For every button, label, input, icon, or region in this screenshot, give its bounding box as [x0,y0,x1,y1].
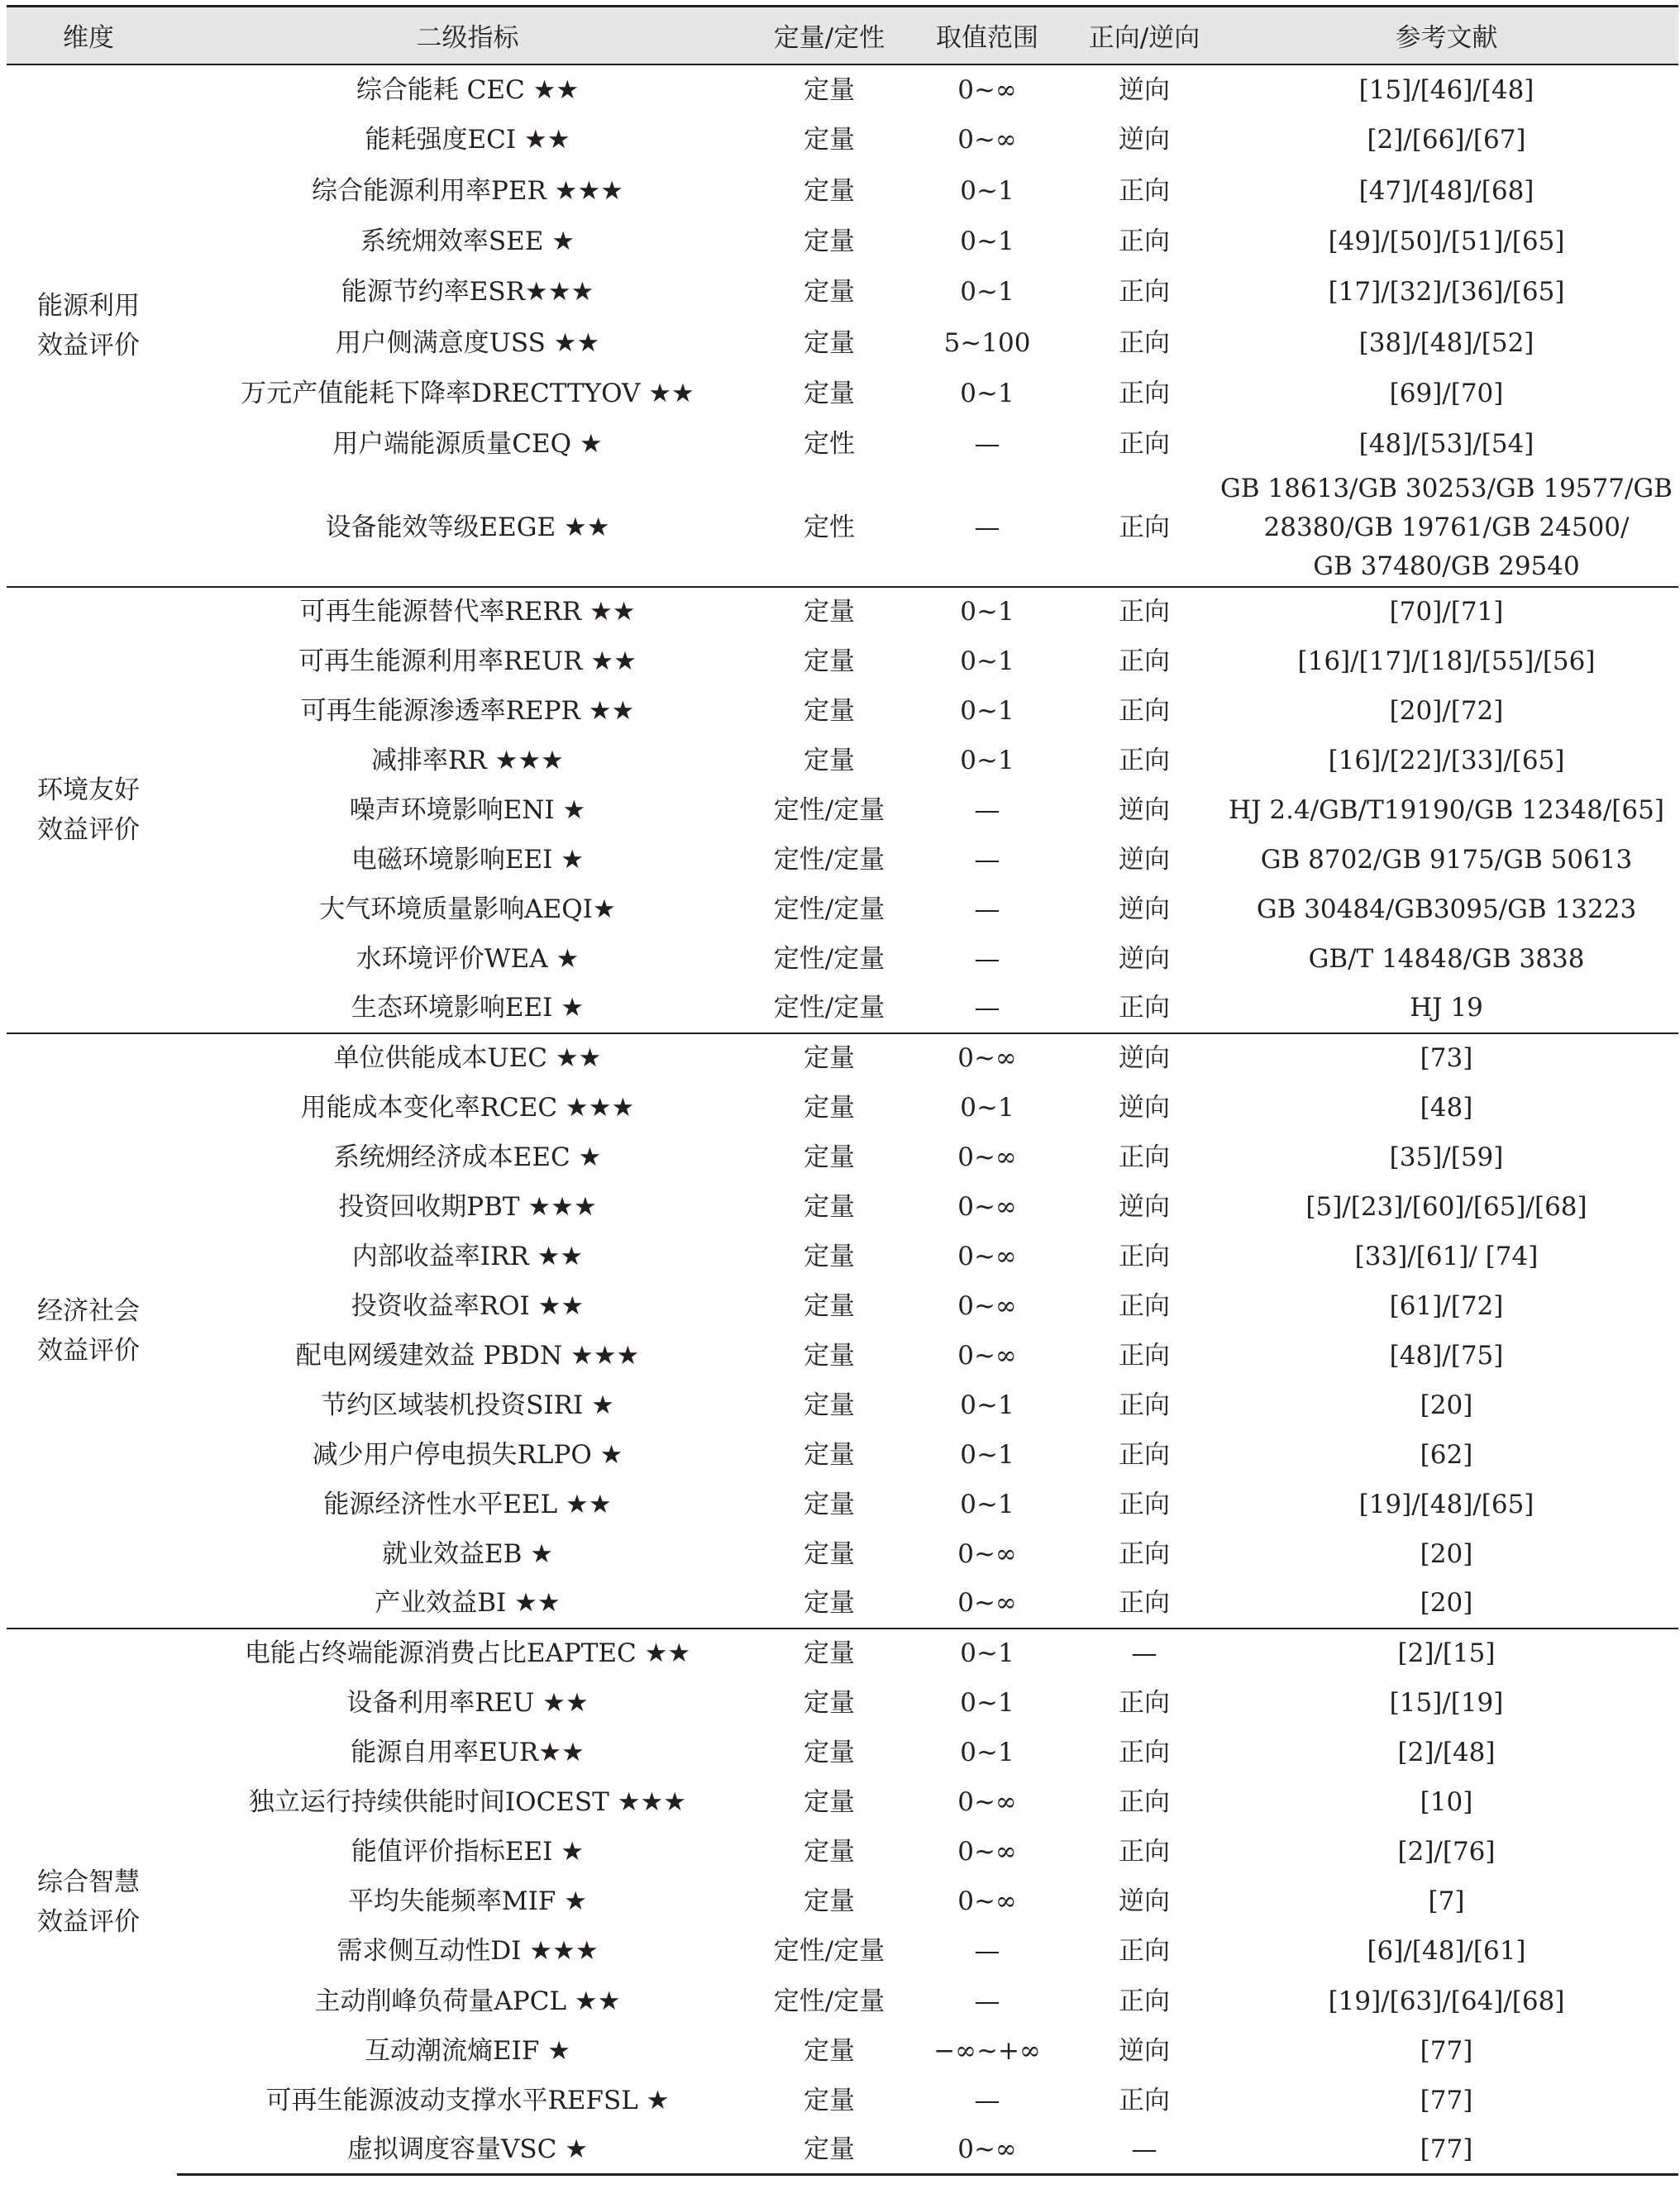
range-cell: 0~∞ [957,1588,1017,1619]
indicator-cell: 设备利用率REU ★★ [346,1688,589,1719]
table-row [7,1083,1678,1133]
table-row [7,785,1678,835]
table-header [7,7,1678,64]
table-row [7,1678,1678,1728]
references-cell: [48]/[53]/[54] [1358,429,1534,460]
range-cell: 0~1 [960,695,1014,726]
direction-cell: 正向 [1119,1588,1170,1619]
direction-cell: 正向 [1119,1489,1170,1519]
type-cell: 定量 [758,1033,900,1083]
type-cell: 定量 [758,64,900,115]
direction-cell: 正向 [1119,1936,1170,1967]
references-cell: HJ 2.4/GB/T19190/GB 12348/[65] [1229,794,1664,825]
references-cell [1215,470,1678,587]
direction-cell: 逆向 [1119,1886,1170,1917]
indicator-cell: 独立运行持续供能时间IOCEST ★★★ [248,1787,687,1818]
dimension-label-line: 环境友好 [37,775,140,805]
references-cell: [2]/[76] [1397,1837,1496,1867]
type-cell: 定性/定量 [773,844,885,875]
direction-cell: 正向 [1119,993,1170,1023]
references-cell: [19]/[63]/[64]/[68] [1328,1986,1565,2016]
range-cell: 0~1 [960,1439,1014,1470]
type-cell: 定量 [804,1092,855,1123]
dimension-cell [7,587,177,1033]
type-cell: 定量 [804,1290,855,1321]
dimension-cell [7,64,177,587]
indicator-cell: 生态环境影响EEI ★ [351,993,585,1023]
type-cell: 定量 [804,227,855,257]
table-row [7,115,1678,165]
range-cell: 0~1 [960,1688,1014,1719]
table-row [7,165,1678,216]
references-cell: GB 30484/GB3095/GB 13223 [1256,894,1637,924]
direction-cell: 逆向 [1074,1033,1215,1083]
range-cell: 0~1 [960,378,1014,408]
type-cell: 定性/定量 [773,1936,885,1967]
direction-cell: 正向 [1119,378,1170,408]
table-row [7,2125,1678,2175]
type-cell: 定性/定量 [773,894,885,924]
range-cell: 0~1 [960,175,1014,206]
direction-cell: 逆向 [1119,894,1170,924]
range-cell: 0~∞ [957,1340,1017,1371]
references-cell: [62] [1420,1439,1473,1470]
range-cell: 0~∞ [900,64,1074,115]
range-cell: — [974,513,1000,543]
direction-cell: 正向 [1119,2085,1170,2115]
indicator-cell: 互动潮流熵EIF ★ [364,2035,571,2066]
range-cell: 0~∞ [957,1241,1017,1271]
references-cell: [2]/[15] [1215,1629,1678,1678]
type-cell: 定量 [804,1837,855,1867]
direction-cell: 正向 [1119,1340,1170,1371]
range-cell: 5~100 [943,327,1031,358]
indicator-cell: 可再生能源波动支撑水平REFSL ★ [265,2085,670,2115]
indicator-cell: 产业效益BI ★★ [375,1588,561,1619]
references-cell: [15]/[19] [1389,1688,1504,1719]
range-cell: 0~∞ [957,1191,1017,1222]
indicator-cell: 配电网缓建效益 PBDN ★★★ [295,1340,640,1371]
table-row [7,1728,1678,1777]
indicator-cell: 电能占终端能源消费占比EAPTEC ★★ [177,1629,758,1678]
direction-cell: 正向 [1119,1241,1170,1271]
references-line: GB 18613/GB 30253/GB 19577/GB [1220,473,1673,503]
type-cell: 定量 [804,745,855,775]
direction-cell: 正向 [1119,1688,1170,1719]
direction-cell: 逆向 [1119,844,1170,875]
dimension-label-line: 效益评价 [37,330,140,360]
type-cell: 定量 [804,695,855,726]
dimension-label-line: 效益评价 [37,814,140,845]
indicator-cell: 单位供能成本UEC ★★ [177,1033,758,1083]
indicator-cell: 设备能效等级EEGE ★★ [325,513,610,543]
type-cell: 定量 [804,1340,855,1371]
direction-cell: 正向 [1119,175,1170,206]
range-cell: 0~∞ [957,1142,1017,1172]
table-row [7,1381,1678,1430]
table-row [7,885,1678,934]
type-cell: 定量 [804,2035,855,2066]
type-cell: 定量 [804,277,855,308]
indicator-cell: 用户端能源质量CEQ ★ [332,429,603,460]
range-cell: — [974,943,1000,974]
range-cell: 0~∞ [957,1837,1017,1867]
references-cell: [61]/[72] [1389,1290,1504,1321]
references-cell: [69]/[70] [1389,378,1504,408]
table-row [7,934,1678,984]
references-cell: [77] [1420,2035,1473,2066]
range-cell: 0~∞ [957,125,1017,155]
type-cell: 定量 [804,1688,855,1719]
range-cell: — [974,794,1000,825]
table-row [7,1430,1678,1480]
direction-cell: 正向 [1119,1837,1170,1867]
type-cell: 定量 [758,2125,900,2175]
table-body [7,64,1678,2175]
direction-cell: — [1074,1629,1215,1678]
type-cell: 定量 [758,587,900,637]
table-row [7,1480,1678,1529]
references-cell: [6]/[48]/[61] [1367,1936,1526,1967]
indicator-table [7,5,1678,2176]
direction-cell: 正向 [1119,745,1170,775]
references-cell: [2]/[48] [1397,1738,1496,1768]
range-cell: — [974,2085,1000,2115]
indicator-cell: 投资收益率ROI ★★ [351,1290,585,1321]
references-cell: GB 8702/GB 9175/GB 50613 [1260,844,1633,875]
references-cell: [10] [1420,1787,1473,1818]
table-row [7,1827,1678,1877]
direction-cell: 正向 [1119,1538,1170,1569]
dimension-label-line: 能源利用 [37,290,140,321]
header-direction: 正向/逆向 [1074,7,1215,64]
indicator-cell: 可再生能源渗透率REPR ★★ [300,695,635,726]
table-row [7,1182,1678,1232]
references-cell: GB/T 14848/GB 3838 [1308,943,1585,974]
indicator-cell: 水环境评价WEA ★ [356,943,580,974]
references-cell: [20]/[72] [1389,695,1504,726]
references-cell: [77] [1215,2125,1678,2175]
direction-cell: 逆向 [1074,64,1215,115]
type-cell: 定量 [804,2085,855,2115]
references-cell: [19]/[48]/[65] [1358,1489,1534,1519]
table-row [7,1926,1678,1976]
range-cell: −∞~+∞ [933,2035,1041,2066]
references-cell: [15]/[46]/[48] [1215,64,1678,115]
table-row [7,317,1678,368]
table-row [7,1133,1678,1182]
references-cell: [2]/[66]/[67] [1367,125,1526,155]
range-cell: 0~1 [960,1738,1014,1768]
direction-cell: 正向 [1119,227,1170,257]
range-cell: 0~1 [900,1629,1074,1678]
table-row [7,1977,1678,2026]
references-cell: [35]/[59] [1389,1142,1504,1172]
indicator-cell: 系统㶲经济成本EEC ★ [333,1142,602,1172]
references-line: 28380/GB 19761/GB 24500/ [1263,512,1630,542]
direction-cell: 逆向 [1119,794,1170,825]
table-row [7,1529,1678,1579]
header-indicator: 二级指标 [177,7,758,64]
references-cell: [70]/[71] [1215,587,1678,637]
table-row [7,368,1678,418]
direction-cell: 正向 [1119,1390,1170,1420]
references-cell: [17]/[32]/[36]/[65] [1328,277,1565,308]
indicator-cell: 可再生能源替代率RERR ★★ [177,587,758,637]
references-cell: [47]/[48]/[68] [1358,175,1534,206]
references-cell: [20] [1420,1588,1473,1619]
range-cell: — [974,429,1000,460]
range-cell: 0~∞ [957,1538,1017,1569]
table-row [7,1033,1678,1083]
dimension-label-line: 经济社会 [37,1295,140,1326]
header-dimension: 维度 [7,7,177,64]
indicator-cell: 减少用户停电损失RLPO ★ [312,1439,623,1470]
dimension-label-line: 效益评价 [37,1335,140,1366]
range-cell: 0~1 [960,745,1014,775]
range-cell: 0~∞ [900,2125,1074,2175]
direction-cell: 正向 [1119,429,1170,460]
header-row [7,7,1678,64]
table-row [7,1877,1678,1926]
indicator-cell: 节约区域装机投资SIRI ★ [321,1390,614,1420]
range-cell: — [974,993,1000,1023]
indicator-cell: 万元产值能耗下降率DRECTTYOV ★★ [241,378,694,408]
direction-cell: 逆向 [1119,1191,1170,1222]
indicator-cell: 能源自用率EUR★★ [351,1738,585,1768]
direction-cell: 正向 [1119,646,1170,676]
type-cell: 定性/定量 [773,943,885,974]
type-cell: 定性/定量 [773,1986,885,2016]
dimension-cell [7,1629,177,2175]
table-row [7,686,1678,736]
references-cell: [20] [1420,1538,1473,1569]
indicator-cell: 噪声环境影响ENI ★ [349,794,586,825]
range-cell: 0~1 [960,227,1014,257]
range-cell: 0~1 [900,587,1074,637]
range-cell: 0~∞ [957,1886,1017,1917]
indicator-cell: 综合能耗 CEC ★★ [177,64,758,115]
type-cell: 定量 [804,1538,855,1569]
table-row [7,267,1678,317]
table-row [7,216,1678,266]
indicator-cell: 投资回收期PBT ★★★ [338,1191,597,1222]
table-row [7,637,1678,686]
indicator-cell: 能源经济性水平EEL ★★ [323,1489,612,1519]
type-cell: 定量 [804,1886,855,1917]
dimension-cell [7,1033,177,1629]
table-row [7,984,1678,1033]
type-cell: 定性 [804,513,855,543]
indicator-cell: 用能成本变化率RCEC ★★★ [300,1092,635,1123]
references-cell: [48]/[75] [1389,1340,1504,1371]
references-line: GB 37480/GB 29540 [1313,551,1580,581]
direction-cell: — [1074,2125,1215,2175]
dimension-label-line: 效益评价 [37,1906,140,1937]
indicator-cell: 内部收益率IRR ★★ [351,1241,584,1271]
references-cell: [16]/[17]/[18]/[55]/[56] [1297,646,1596,676]
header-type: 定量/定性 [758,7,900,64]
table-row [7,1579,1678,1629]
indicator-cell: 系统㶲效率SEE ★ [360,227,575,257]
direction-cell: 正向 [1119,513,1170,543]
table-row [7,419,1678,470]
indicator-cell: 能值评价指标EEI ★ [351,1837,585,1867]
table-row [7,470,1678,587]
type-cell: 定量 [804,1390,855,1420]
references-cell: [5]/[23]/[60]/[65]/[68] [1305,1191,1587,1222]
indicator-cell: 可再生能源利用率REUR ★★ [298,646,637,676]
table-row [7,2026,1678,2076]
header-range: 取值范围 [900,7,1074,64]
range-cell: — [974,1986,1000,2016]
indicator-cell: 电磁环境影响EEI ★ [351,844,585,875]
table-row [7,1232,1678,1281]
table-row [7,2076,1678,2125]
type-cell: 定量 [804,1439,855,1470]
references-cell: [48] [1420,1092,1473,1123]
direction-cell: 正向 [1119,695,1170,726]
range-cell: 0~1 [960,277,1014,308]
direction-cell: 逆向 [1119,125,1170,155]
header-references: 参考文献 [1215,7,1678,64]
table-row [7,1281,1678,1331]
type-cell: 定量 [804,1241,855,1271]
references-cell: [33]/[61]/ [74] [1354,1241,1539,1271]
type-cell: 定量 [804,378,855,408]
type-cell: 定量 [804,1142,855,1172]
table-row [7,1629,1678,1678]
type-cell: 定量 [804,1787,855,1818]
type-cell: 定量 [804,1588,855,1619]
direction-cell: 逆向 [1119,943,1170,974]
indicator-cell: 减排率RR ★★★ [371,745,564,775]
direction-cell: 正向 [1119,1787,1170,1818]
table-row [7,835,1678,885]
type-cell: 定量 [804,1738,855,1768]
table-row [7,1331,1678,1381]
indicator-cell: 需求侧互动性DI ★★★ [336,1936,599,1967]
references-cell: [73] [1215,1033,1678,1083]
type-cell: 定量 [804,1191,855,1222]
dimension-label-line: 综合智慧 [37,1867,140,1897]
range-cell: 0~1 [960,1092,1014,1123]
references-cell: [16]/[22]/[33]/[65] [1328,745,1565,775]
indicator-cell: 主动削峰负荷量APCL ★★ [314,1986,621,2016]
table-row [7,64,1678,115]
range-cell: — [974,844,1000,875]
range-cell: — [974,1936,1000,1967]
references-cell: [77] [1420,2085,1473,2115]
range-cell: 0~∞ [957,1290,1017,1321]
type-cell: 定量 [804,646,855,676]
table-row [7,736,1678,785]
direction-cell: 逆向 [1119,1092,1170,1123]
type-cell: 定量 [804,327,855,358]
type-cell: 定量 [804,125,855,155]
type-cell: 定性 [804,429,855,460]
table-row [7,1777,1678,1827]
indicator-cell: 能源节约率ESR★★★ [341,277,594,308]
references-cell: [7] [1428,1886,1465,1917]
range-cell: 0~1 [960,646,1014,676]
range-cell: — [974,894,1000,924]
indicator-cell: 就业效益EB ★ [381,1538,554,1569]
direction-cell: 正向 [1119,1738,1170,1768]
direction-cell: 正向 [1119,1986,1170,2016]
indicator-cell: 虚拟调度容量VSC ★ [177,2125,758,2175]
direction-cell: 逆向 [1119,2035,1170,2066]
type-cell: 定量 [758,1629,900,1678]
range-cell: 0~∞ [900,1033,1074,1083]
type-cell: 定性/定量 [773,794,885,825]
indicator-cell: 大气环境质量影响AEQI★ [319,894,616,924]
direction-cell: 正向 [1074,587,1215,637]
range-cell: 0~1 [960,1390,1014,1420]
direction-cell: 正向 [1119,1142,1170,1172]
references-cell: HJ 19 [1410,993,1483,1023]
type-cell: 定量 [804,1489,855,1519]
references-cell: [49]/[50]/[51]/[65] [1328,227,1565,257]
range-cell: 0~1 [960,1489,1014,1519]
type-cell: 定量 [804,175,855,206]
indicator-cell: 平均失能频率MIF ★ [347,1886,588,1917]
indicator-cell: 综合能源利用率PER ★★★ [311,175,624,206]
type-cell: 定性/定量 [773,993,885,1023]
direction-cell: 正向 [1119,277,1170,308]
indicator-cell: 能耗强度ECI ★★ [365,125,570,155]
references-cell: [38]/[48]/[52] [1358,327,1534,358]
direction-cell: 正向 [1119,1290,1170,1321]
table-row [7,587,1678,637]
range-cell: 0~∞ [957,1787,1017,1818]
references-cell: [20] [1420,1390,1473,1420]
direction-cell: 正向 [1119,327,1170,358]
direction-cell: 正向 [1119,1439,1170,1470]
indicator-cell: 用户侧满意度USS ★★ [335,327,600,358]
